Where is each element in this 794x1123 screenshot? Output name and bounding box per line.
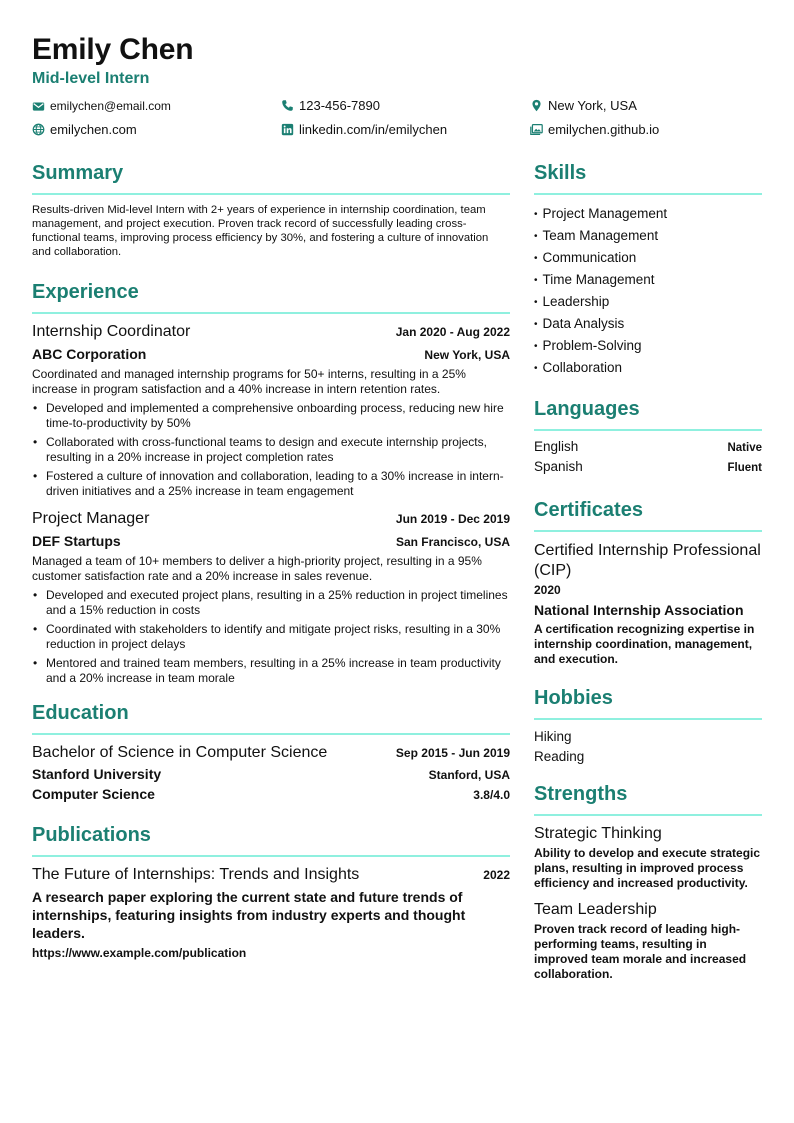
summary-text: Results-driven Mid-level Intern with 2+ years of experience in internship coordination, team management, and project execution. Proven track record of successfully leading cross-functional teams, improving process efficiency by 30%, and fostering a culture of innovation and collaboration. bbox=[32, 204, 489, 258]
job-title: Internship Coordinator bbox=[32, 323, 191, 340]
section-divider bbox=[534, 814, 762, 816]
language-level: Fluent bbox=[727, 462, 762, 474]
candidate-role: Mid-level Intern bbox=[32, 70, 150, 87]
job-company: ABC Corporation bbox=[32, 346, 147, 362]
certificate-description: A certification recognizing expertise in internship coordination, management, and execution. bbox=[534, 622, 755, 666]
strengths-section bbox=[534, 781, 762, 982]
certificates-section bbox=[534, 497, 762, 667]
contact-linkedin-text: linkedin.com/in/emilychen bbox=[299, 122, 448, 137]
certificate-year: 2020 bbox=[534, 583, 561, 597]
list-item: • Project Management bbox=[534, 206, 668, 221]
education-degree: Bachelor of Science in Computer Science bbox=[32, 744, 328, 761]
section-title-languages: Languages bbox=[534, 398, 640, 420]
contact-location-text: New York, USA bbox=[548, 98, 637, 113]
job-title: Project Manager bbox=[32, 510, 150, 527]
publications-section bbox=[32, 822, 510, 960]
publication-title: The Future of Internships: Trends and Insights bbox=[32, 866, 360, 883]
section-divider bbox=[32, 193, 510, 195]
education-gpa: 3.8/4.0 bbox=[473, 788, 510, 802]
section-title-experience: Experience bbox=[32, 281, 139, 303]
education-dates: Sep 2015 - Jun 2019 bbox=[395, 746, 510, 760]
strength-description: Proven track record of leading high-performing teams, resulting in improved team morale and increased collaboration. bbox=[534, 922, 747, 981]
section-divider bbox=[534, 429, 762, 431]
experience-entry bbox=[32, 510, 510, 686]
job-bullets bbox=[32, 401, 510, 499]
strength-entry bbox=[534, 825, 762, 891]
publication-link[interactable]: https://www.example.com/publication bbox=[32, 946, 247, 960]
publication-description: A research paper exploring the current state and future trends of internships, featuring insights from industry experts and thought leaders. bbox=[32, 889, 466, 941]
list-item: • Collaborated with cross-functional teams to design and execute internship projects, resulting in a 20% increase in project completion rates bbox=[32, 435, 510, 465]
list-item: • Coordinated with stakeholders to identify and mitigate project risks, resulting in a 30% reduction in project delays bbox=[32, 622, 510, 652]
phone-icon bbox=[281, 99, 294, 112]
hobby-item: Reading bbox=[534, 749, 585, 764]
job-description: Managed a team of 10+ members to deliver a high-priority project, resulting in a 95% customer satisfaction rate and a 20% increase in sales revenue. bbox=[32, 554, 482, 583]
language-level: Native bbox=[727, 442, 762, 454]
section-divider bbox=[32, 855, 510, 857]
summary-section bbox=[32, 160, 510, 259]
contact-linkedin[interactable] bbox=[281, 122, 447, 137]
left-column bbox=[32, 160, 510, 960]
section-title-summary: Summary bbox=[32, 162, 124, 184]
section-divider bbox=[534, 193, 762, 195]
section-title-strengths: Strengths bbox=[534, 783, 628, 805]
contact-location bbox=[530, 98, 637, 113]
experience-section bbox=[32, 279, 510, 686]
right-column bbox=[534, 160, 762, 982]
linkedin-icon bbox=[281, 123, 294, 136]
list-item: • Leadership bbox=[534, 294, 610, 309]
strength-title: Team Leadership bbox=[534, 901, 657, 918]
section-divider bbox=[32, 312, 510, 314]
globe-icon bbox=[32, 123, 45, 136]
strength-description: Ability to develop and execute strategic plans, resulting in improved process efficiency and increased productivity. bbox=[534, 846, 761, 890]
strength-title: Strategic Thinking bbox=[534, 825, 662, 842]
education-field: Computer Science bbox=[32, 786, 155, 802]
job-location: San Francisco, USA bbox=[395, 535, 510, 549]
education-location: Stanford, USA bbox=[428, 768, 510, 782]
list-item: • Mentored and trained team members, resulting in a 25% increase in team productivity and a 20% increase in team morale bbox=[32, 656, 510, 686]
contact-portfolio-text: emilychen.github.io bbox=[548, 122, 660, 137]
contact-website[interactable] bbox=[32, 122, 137, 137]
experience-entry bbox=[32, 323, 510, 499]
publication-year: 2022 bbox=[483, 868, 510, 882]
contact-email-text: emilychen@email.com bbox=[50, 99, 171, 113]
portfolio-icon bbox=[530, 123, 543, 136]
section-divider bbox=[534, 530, 762, 532]
list-item: • Time Management bbox=[534, 272, 655, 287]
language-name: English bbox=[534, 439, 579, 454]
section-title-skills: Skills bbox=[534, 162, 587, 184]
job-company: DEF Startups bbox=[32, 533, 121, 549]
section-title-education: Education bbox=[32, 702, 129, 724]
hobby-item: Hiking bbox=[534, 729, 572, 744]
email-icon bbox=[32, 100, 45, 113]
skills-section bbox=[534, 160, 762, 380]
hobbies-section bbox=[534, 685, 762, 767]
language-row bbox=[534, 439, 762, 459]
skills-list bbox=[534, 204, 762, 380]
language-name: Spanish bbox=[534, 459, 583, 474]
job-dates: Jun 2019 - Dec 2019 bbox=[395, 512, 510, 526]
language-row bbox=[534, 459, 762, 479]
list-item: • Developed and executed project plans, resulting in a 25% reduction in project timelines and a 15% reduction in costs bbox=[32, 588, 510, 618]
section-title-certificates: Certificates bbox=[534, 499, 643, 521]
education-school: Stanford University bbox=[32, 766, 162, 782]
contact-website-text: emilychen.com bbox=[50, 122, 137, 137]
location-icon bbox=[530, 99, 543, 112]
languages-section bbox=[534, 396, 762, 479]
list-item: • Problem-Solving bbox=[534, 338, 642, 353]
contact-phone[interactable] bbox=[281, 98, 380, 113]
contact-phone-text: 123-456-7890 bbox=[299, 98, 380, 113]
list-item: • Communication bbox=[534, 250, 637, 265]
strength-entry bbox=[534, 901, 762, 982]
contact-email[interactable] bbox=[32, 99, 171, 113]
job-description: Coordinated and managed internship programs for 50+ interns, resulting in a 25% increase in program satisfaction and a 40% increase in intern retention rates. bbox=[32, 367, 466, 396]
education-section bbox=[32, 700, 510, 802]
section-title-publications: Publications bbox=[32, 824, 151, 846]
list-item: • Fostered a culture of innovation and collaboration, leading to a 30% increase in intern-driven initiatives and a 25% increase in team engagement bbox=[32, 469, 510, 499]
section-divider bbox=[32, 733, 510, 735]
candidate-name: Emily Chen bbox=[32, 33, 194, 66]
job-dates: Jan 2020 - Aug 2022 bbox=[395, 325, 510, 339]
section-title-hobbies: Hobbies bbox=[534, 687, 613, 709]
section-divider bbox=[534, 718, 762, 720]
list-item: • Collaboration bbox=[534, 360, 623, 375]
job-location: New York, USA bbox=[424, 348, 510, 362]
list-item: • Team Management bbox=[534, 228, 659, 243]
certificate-name: Certified Internship Professional (CIP) bbox=[534, 542, 761, 579]
job-bullets bbox=[32, 588, 510, 686]
certificate-organization: National Internship Association bbox=[534, 602, 744, 618]
list-item: • Data Analysis bbox=[534, 316, 625, 331]
contact-portfolio[interactable] bbox=[530, 122, 659, 137]
list-item: • Developed and implemented a comprehensive onboarding process, reducing new hire time-to-productivity by 50% bbox=[32, 401, 510, 431]
